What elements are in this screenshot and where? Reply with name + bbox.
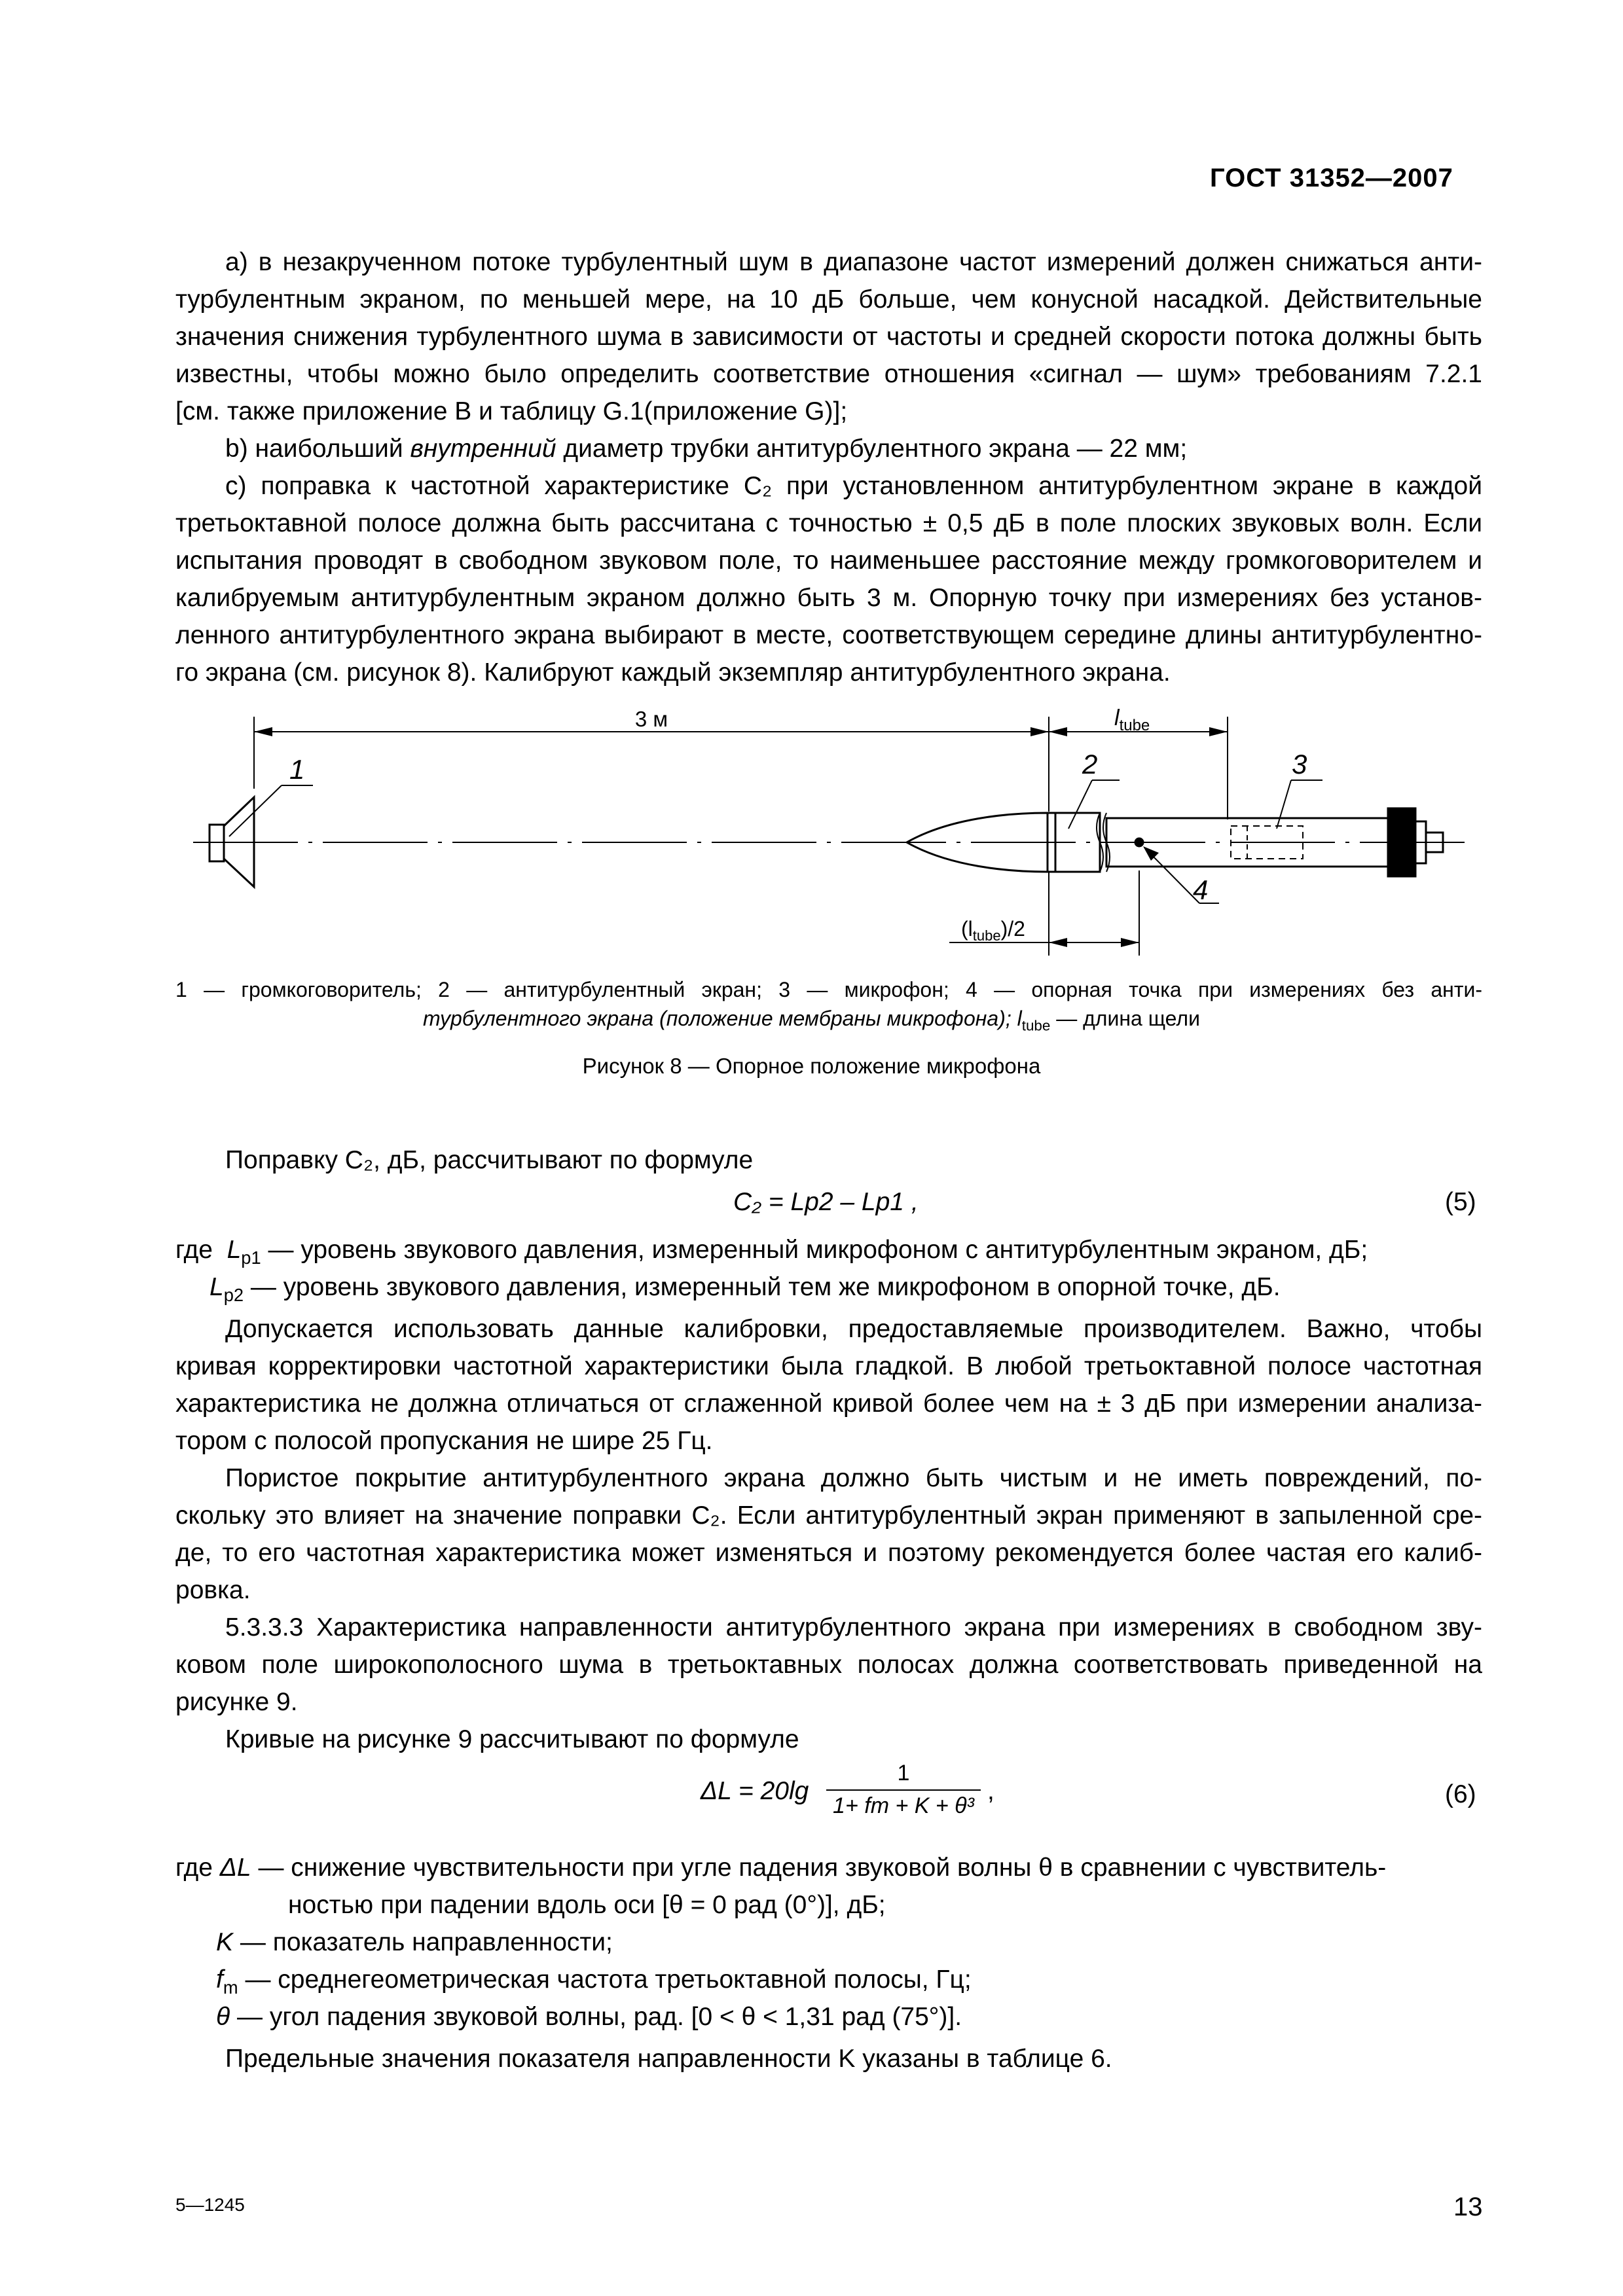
paragraph-line: характеристика не должна отличаться от сглаженной кривой более чем на ± 3 дБ при измерении анализа-: [175, 1390, 1482, 1418]
where-symbol: K: [216, 1928, 234, 1956]
paragraph-calibration: [175, 1310, 1482, 1460]
where-desc: — уровень звукового давления, измеренный микрофоном с антитурбулентным экраном, дБ;: [268, 1236, 1368, 1264]
figure-legend-line-1: 1 — громкоговоритель; 2 — антитурбулентный экран; 3 — микрофон; 4 — опорная точка при измерениях без анти-: [175, 978, 1482, 1001]
formula-6-number: (6): [1445, 1780, 1476, 1808]
where-sub: p1: [241, 1247, 261, 1268]
dimension-3m-label: 3 м: [634, 707, 668, 731]
paragraph-c-line: калибруемым антитурбулентным экраном должно быть 3 м. Опорную точку при измерениях без установ-: [175, 584, 1482, 612]
paragraph-line: 5.3.3.3 Характеристика направленности антитурбулентного экрана при измерениях в свободном зву-: [225, 1613, 1482, 1641]
paragraph-porous: [175, 1460, 1482, 1609]
formula-5-intro: Поправку C₂, дБ, рассчитывают по формуле: [225, 1146, 754, 1174]
figure-title: Рисунок 8 — Опорное положение микрофона: [582, 1054, 1041, 1078]
paragraph-b: [175, 430, 1482, 467]
where-desc: — уровень звукового давления, измеренный тем же микрофоном в опорной точке, дБ.: [250, 1273, 1281, 1301]
paragraph-c-line: испытания проводят в свободном звуковом поле, то наименьшее расстояние между громкоговорителем и: [175, 547, 1482, 575]
where-symbol: θ: [216, 2003, 230, 2031]
where-desc: — угол падения звуковой волны, рад. [0 < θ < 1,31 рад (75°)].: [237, 2003, 962, 2031]
formula-6-numerator: 1: [897, 1761, 910, 1785]
paragraph-c-line: го экрана (см. рисунок 8). Калибруют каждый экземпляр антитурбулентного экрана.: [175, 658, 1171, 687]
paragraph-a-line: [см. также приложение В и таблицу G.1(приложение G)];: [175, 397, 848, 425]
paragraph-a-line: а) в незакрученном потоке турбулентный шум в диапазоне частот измерений должен снижаться анти-: [225, 248, 1482, 276]
leader-line-1: [229, 785, 282, 836]
legend-end: — длина щели: [1050, 1007, 1200, 1030]
leader-line-2: [1068, 780, 1092, 829]
formula-6-lhs: ΔL = 20lg: [701, 1777, 809, 1805]
where-6-line-4: [216, 1965, 972, 1998]
paragraph-c: [175, 467, 1482, 691]
label-3: 3: [1292, 749, 1307, 780]
paragraph-a-line: турбулентным экраном, по меньшей мере, на 10 дБ больше, чем конусной насадкой. Действительные: [175, 285, 1482, 314]
paragraph-c-line: с) поправка к частотной характеристике C₂ при установленном антитурбулентном экране в каждой: [225, 472, 1482, 500]
dimension-half-label: $(l_{tube})/2$: [961, 917, 1025, 944]
label-4: 4: [1193, 874, 1209, 905]
paragraph-line: рисунке 9.: [175, 1688, 298, 1716]
paragraph-line: скольку это влияет на значение поправки C₂. Если антитурбулентный экран применяют в запыленной сре-: [175, 1501, 1482, 1530]
where-6-line-5: [216, 2003, 962, 2032]
where-desc: — показатель направленности;: [240, 1928, 613, 1956]
where-symbol: ΔL: [219, 1854, 251, 1882]
end-cap: [1388, 808, 1415, 876]
paragraph-b-italic: внутренний: [410, 435, 556, 463]
paragraph-line: ковом поле широкополосного шума в третьоктавных полосах должна соответствовать приведенной на: [175, 1651, 1482, 1679]
limit-values-text: Предельные значения показателя направленности K указаны в таблице 6.: [225, 2045, 1112, 2073]
where-prefix: где: [175, 1236, 213, 1264]
formula-6-denominator: 1+ fm + K + θ³: [833, 1793, 974, 1818]
page-number: 13: [1453, 2193, 1483, 2221]
paragraph-b-suffix: диаметр трубки антитурбулентного экрана — 22 мм;: [556, 435, 1188, 463]
formula-6-intro: Кривые на рисунке 9 рассчитывают по формуле: [225, 1725, 799, 1753]
paragraph-5-3-3-3: [175, 1609, 1482, 1721]
where-5-line-1: [175, 1236, 1368, 1268]
where-symbol: L: [227, 1236, 242, 1264]
where-prefix: где: [175, 1854, 213, 1882]
label-2: 2: [1082, 749, 1098, 780]
paragraph-line: тором с полосой пропускания не шире 25 Гц.: [175, 1427, 713, 1455]
where-sub: m: [223, 1977, 238, 1998]
figure-legend-line-2: [0, 1004, 1623, 1040]
reference-point: [1135, 838, 1143, 846]
where-desc: — снижение чувствительности при угле падения звуковой волны θ в сравнении с чувствитель-: [258, 1854, 1387, 1882]
where-desc: — среднегеометрическая частота третьоктавной полосы, Гц;: [245, 1965, 972, 1994]
figure-8-diagram: [0, 681, 1623, 982]
where-symbol: L: [210, 1273, 224, 1301]
paragraph-line: Пористое покрытие антитурбулентного экрана должно быть чистым и не иметь повреждений, по-: [225, 1464, 1482, 1492]
paragraph-a-line: известны, чтобы можно было определить соответствие отношения «сигнал — шум» требованиям 7.2.1: [175, 360, 1482, 388]
dimension-ltube-label: $l_{tube}$: [1114, 706, 1150, 734]
paragraph-line: ровка.: [175, 1576, 251, 1604]
where-6-line-3: [216, 1928, 613, 1957]
paragraph-b-prefix: b) наибольший: [225, 435, 410, 463]
paragraph-line: кривая корректировки частотной характеристики была гладкой. В любой третьоктавной полосе частотная: [175, 1352, 1482, 1380]
document-number: ГОСТ 31352—2007: [1210, 164, 1453, 192]
paragraph-line: де, то его частотная характеристика может изменяться и поэтому рекомендуется более частая его калиб-: [175, 1539, 1482, 1567]
paragraph-line: Допускается использовать данные калибровки, предоставляемые производителем. Важно, чтобы: [225, 1315, 1482, 1343]
label-1: 1: [289, 754, 305, 785]
paragraph-c-line: третьоктавной полосе должна быть рассчитана с точностью ± 0,5 дБ в поле плоских звуковых волн. Если: [175, 509, 1482, 537]
formula-6-fraction-bar: [826, 1789, 981, 1791]
print-code: 5—1245: [175, 2195, 245, 2215]
paragraph-c-line: ленного антитурбулентного экрана выбирают в месте, соответствующем середине длины антитурбулентно-: [175, 621, 1482, 649]
where-symbol: f: [216, 1965, 223, 1994]
where-6-line-2: ностью при падении вдоль оси [θ = 0 рад (0°)], дБ;: [288, 1891, 886, 1919]
where-sub: p2: [223, 1284, 244, 1305]
where-6-line-1: [175, 1854, 1482, 1882]
where-5-line-2: [210, 1273, 1281, 1306]
legend-text: турбулентного экрана (положение мембраны микрофона); l: [423, 1007, 1022, 1030]
formula-6-tail: ,: [987, 1777, 994, 1805]
paragraph-a: [175, 243, 1482, 430]
formula-5-number: (5): [1445, 1188, 1476, 1216]
legend-sub: tube: [1021, 1017, 1051, 1034]
paragraph-a-line: значения снижения турбулентного шума в зависимости от частоты и средней скорости потока должны быть: [175, 323, 1482, 351]
formula-5: C₂ = Lp2 – Lp1 ,: [733, 1188, 919, 1216]
leader-line-3: [1277, 780, 1291, 829]
